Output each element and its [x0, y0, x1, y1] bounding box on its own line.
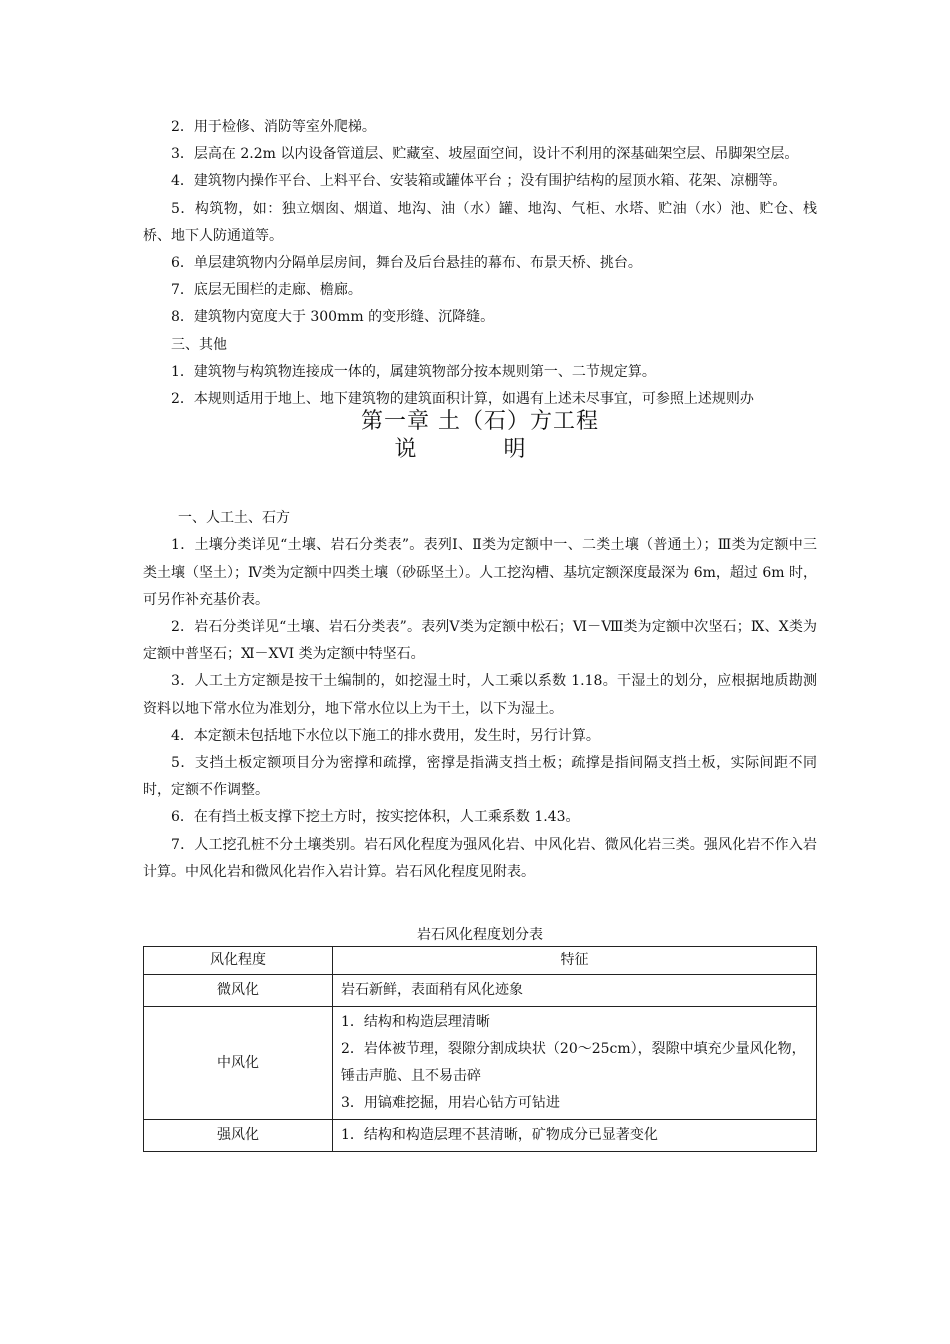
- feature-line: 1．结构和构造层理不甚清晰，矿物成分已显著变化: [341, 1127, 658, 1144]
- list-item: 6．单层建筑物内分隔单层房间，舞台及后台悬挂的幕布、布景天桥、挑台。: [171, 255, 642, 272]
- table-caption: 岩石风化程度划分表: [417, 927, 543, 944]
- list-item: 2．用于检修、消防等室外爬梯。: [171, 119, 376, 135]
- table-cell-features: [333, 975, 817, 1007]
- list-item: 5．支挡土板定额项目分为密撑和疏撑，密撑是指满支挡土板；疏撑是指间隔支挡土板，实际间距不同时，定额不作调整。: [143, 755, 817, 799]
- list-item: 6．在有挡土板支撑下挖土方时，按实挖体积，人工乘系数 1.43。: [171, 809, 580, 826]
- list-item: 8．建筑物内宽度大于 300mm 的变形缝、沉降缝。: [171, 309, 495, 326]
- list-item: 2．本规则适用于地上、地下建筑物的建筑面积计算，如遇有上述未尽事宜，可参照上述规则办: [171, 391, 754, 408]
- document-page: [143, 114, 817, 1152]
- list-item: 7．底层无围栏的走廊、檐廊。: [171, 282, 362, 299]
- chapter-subtitle-text: 说 明: [394, 437, 566, 463]
- table-row: [144, 975, 817, 1007]
- table-row: [144, 1120, 817, 1152]
- table-header-features: 特征: [333, 947, 817, 975]
- list-item: 3．层高在 2.2m 以内设备管道层、贮藏室、坡屋面空间，设计不利用的深基础架空层、吊脚架空层。: [171, 146, 799, 163]
- list-item: 3．人工土方定额是按干土编制的，如挖湿土时，人工乘以系数 1.18。干湿土的划分，应根据地质勘测资料以地下常水位为准划分，地下常水位以上为干土，以下为湿土。: [143, 673, 817, 717]
- chapter-title: 第一章 土（石）方工程: [361, 409, 599, 435]
- list-item: 5．构筑物，如：独立烟囱、烟道、地沟、油（水）罐、地沟、气柜、水塔、贮油（水）池、贮仓、栈桥、地下人防通道等。: [143, 200, 817, 244]
- weathering-table: [143, 946, 817, 1152]
- list-item: 7．人工挖孔桩不分土壤类别。岩石风化程度为强风化岩、中风化岩、微风化岩三类。强风化岩不作入岩计算。中风化岩和微风化岩作入岩计算。岩石风化程度见附表。: [143, 836, 817, 880]
- feature-line: 3．用镐难挖掘，用岩心钻方可钻进: [341, 1095, 560, 1112]
- table-cell-features: [333, 1120, 817, 1152]
- table-row: [144, 1007, 817, 1120]
- list-item: 1．建筑物与构筑物连接成一体的，属建筑物部分按本规则第一、二节规定算。: [171, 363, 656, 380]
- list-item: 4．本定额未包括地下水位以下施工的排水费用，发生时，另行计算。: [171, 727, 600, 744]
- table-header-row: [144, 947, 817, 975]
- section-heading-other: 三、其他: [171, 336, 227, 353]
- section-heading-manual-earthwork: 一、人工土、石方: [178, 510, 290, 527]
- table-cell-features: [333, 1007, 817, 1120]
- chapter-subtitle: [143, 437, 817, 463]
- feature-line: 1．结构和构造层理清晰: [341, 1014, 490, 1031]
- feature-line: 2．岩体被节理，裂隙分割成块状（20～25cm），裂隙中填充少量风化物，锤击声脆、且不易击碎: [341, 1041, 806, 1085]
- table-cell-grade: 中风化: [144, 1007, 333, 1120]
- feature-line: 岩石新鲜，表面稍有风化迹象: [341, 982, 523, 999]
- table-header-grade: 风化程度: [144, 947, 333, 975]
- list-item: 4．建筑物内操作平台、上料平台、安装箱或罐体平台 ；没有围护结构的屋顶水箱、花架、凉棚等。: [171, 173, 787, 190]
- list-item: 1．土壤分类详见“土壤、岩石分类表”。表列Ⅰ、Ⅱ类为定额中一、二类土壤（普通土）；Ⅲ类为定额中三类土壤（坚土）；Ⅳ类为定额中四类土壤（砂砾坚土）。人工挖沟槽、基坑定额深度最深为 6m，超过 6m 时，可另作补充基价表。: [143, 537, 817, 608]
- list-item: 2．岩石分类详见“土壤、岩石分类表”。表列Ⅴ类为定额中松石；Ⅵ－Ⅷ类为定额中次坚石；Ⅸ、Ⅹ类为定额中普坚石；Ⅺ－XVI 类为定额中特坚石。: [143, 619, 817, 663]
- table-cell-grade: 微风化: [144, 975, 333, 1007]
- table-cell-grade: 强风化: [144, 1120, 333, 1152]
